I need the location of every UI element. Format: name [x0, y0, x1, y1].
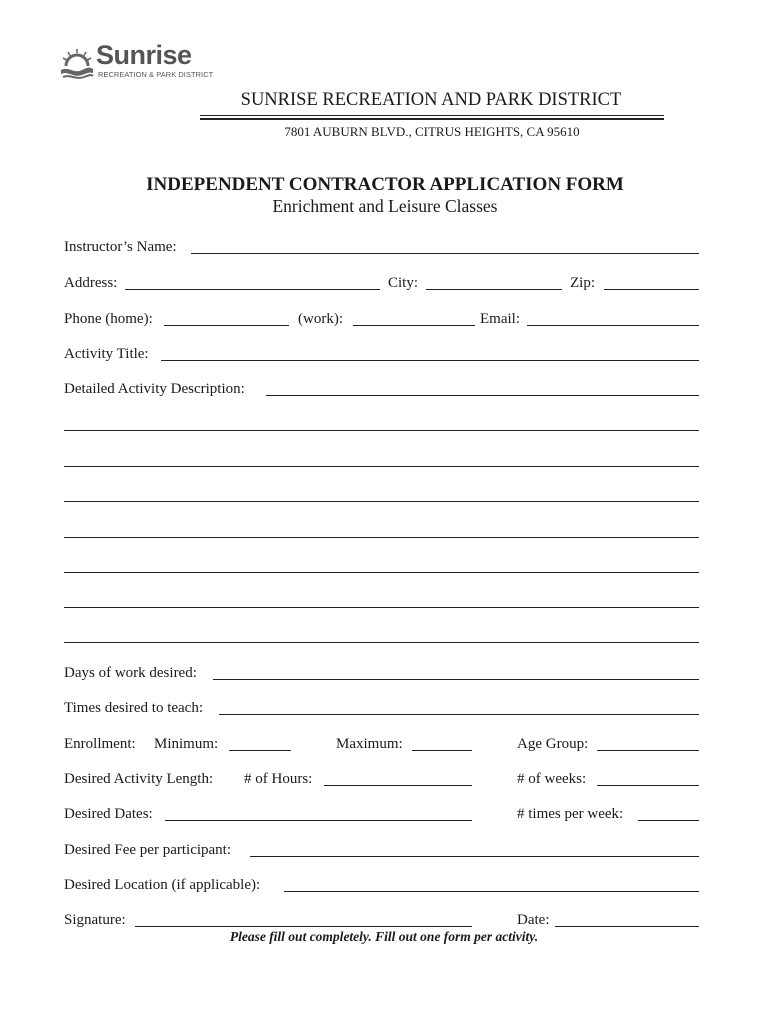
days-of-work-field[interactable] [213, 679, 699, 680]
form-subtitle: Enrichment and Leisure Classes [272, 196, 498, 216]
age-group-field[interactable] [597, 750, 699, 751]
phone-home-label: Phone (home): [64, 311, 153, 327]
row-desired-location [64, 876, 699, 896]
activity-description-field[interactable] [266, 395, 699, 396]
row-times-desired [64, 699, 699, 719]
enrollment-label: Enrollment: [64, 736, 136, 752]
sunrise-logo-icon [60, 46, 94, 82]
desired-dates-field[interactable] [165, 820, 472, 821]
logo-subtitle: RECREATION & PARK DISTRICT [98, 70, 214, 79]
description-line[interactable] [64, 466, 699, 467]
city-label: City: [388, 275, 419, 291]
times-desired-field[interactable] [219, 714, 699, 715]
description-line[interactable] [64, 572, 699, 573]
row-activity-title [64, 345, 699, 365]
desired-location-field[interactable] [284, 891, 699, 892]
signature-label: Signature: [64, 912, 126, 928]
instructor-name-field[interactable] [191, 253, 699, 254]
activity-length-label: Desired Activity Length: [64, 771, 214, 787]
phone-home-field[interactable] [164, 325, 289, 326]
address-label: Address: [64, 275, 118, 291]
header-divider-thick [200, 118, 664, 120]
description-line[interactable] [64, 642, 699, 643]
activity-title-label: Activity Title: [64, 346, 149, 362]
times-desired-label: Times desired to teach: [64, 700, 204, 716]
phone-work-field[interactable] [353, 325, 475, 326]
maximum-label: Maximum: [336, 736, 403, 752]
row-days-of-work [64, 664, 699, 684]
row-signature [64, 911, 699, 931]
minimum-field[interactable] [229, 750, 291, 751]
date-label: Date: [517, 912, 550, 928]
header-divider-thin [200, 115, 664, 116]
activity-description-label: Detailed Activity Description: [64, 381, 245, 397]
weeks-label: # of weeks: [517, 771, 587, 787]
maximum-field[interactable] [412, 750, 472, 751]
organization-name: SUNRISE RECREATION AND PARK DISTRICT [240, 90, 622, 110]
row-activity-description [64, 380, 699, 400]
row-address [64, 274, 699, 294]
desired-fee-field[interactable] [250, 856, 699, 857]
row-desired-fee [64, 841, 699, 861]
description-line[interactable] [64, 430, 699, 431]
row-phone [64, 310, 699, 330]
instructor-name-label: Instructor’s Name: [64, 239, 177, 255]
minimum-label: Minimum: [154, 736, 219, 752]
times-per-week-field[interactable] [638, 820, 699, 821]
desired-dates-label: Desired Dates: [64, 806, 153, 822]
email-label: Email: [480, 311, 520, 327]
days-of-work-label: Days of work desired: [64, 665, 197, 681]
district-logo [60, 40, 220, 84]
times-per-week-label: # times per week: [517, 806, 624, 822]
row-instructor-name [64, 238, 699, 258]
description-line[interactable] [64, 607, 699, 608]
form-title: INDEPENDENT CONTRACTOR APPLICATION FORM [146, 174, 624, 195]
organization-address: 7801 AUBURN BLVD., CITRUS HEIGHTS, CA 95610 [284, 124, 580, 139]
hours-field[interactable] [324, 785, 472, 786]
activity-title-field[interactable] [161, 360, 699, 361]
city-field[interactable] [426, 289, 562, 290]
footer-instruction: Please fill out completely. Fill out one form per activity. [229, 929, 539, 944]
zip-field[interactable] [604, 289, 699, 290]
weeks-field[interactable] [597, 785, 699, 786]
address-field[interactable] [125, 289, 380, 290]
email-field[interactable] [527, 325, 699, 326]
row-activity-length [64, 770, 699, 790]
hours-label: # of Hours: [244, 771, 313, 787]
row-enrollment [64, 735, 699, 755]
description-line[interactable] [64, 537, 699, 538]
zip-label: Zip: [570, 275, 595, 291]
phone-work-label: (work): [298, 311, 343, 327]
date-field[interactable] [555, 926, 699, 927]
row-desired-dates [64, 805, 699, 825]
age-group-label: Age Group: [517, 736, 589, 752]
desired-fee-label: Desired Fee per participant: [64, 842, 232, 858]
desired-location-label: Desired Location (if applicable): [64, 877, 261, 893]
logo-wordmark: Sunrise [96, 40, 192, 70]
signature-field[interactable] [135, 926, 472, 927]
description-line[interactable] [64, 501, 699, 502]
